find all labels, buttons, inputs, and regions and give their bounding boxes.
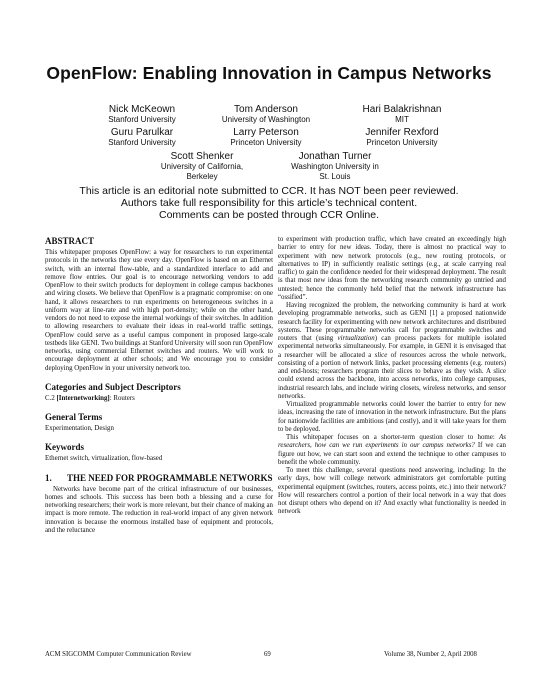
editorial-note <box>0 185 538 221</box>
section-1 <box>45 473 273 536</box>
emphasis: slice <box>374 351 388 359</box>
author-name: Guru Parulkar <box>110 127 174 138</box>
author-name: Tom Anderson <box>234 104 298 115</box>
keywords-heading: Keywords <box>45 442 84 453</box>
editorial-note-line: This article is an editorial note submitted to CCR. It has NOT been peer reviewed. <box>79 185 459 197</box>
text-run: If we can figure out how, we can start soon and extend the technique to other campuses to benefit the whole community. <box>278 442 506 466</box>
category-rest: : Routers <box>109 394 135 402</box>
author-affiliation: Princeton University <box>366 138 438 147</box>
categories-text <box>45 395 273 403</box>
body-paragraph: To meet this challenge, several questions need answering, including: In the early days, how will college network administrators get comfortable putting experimental equipment (switches, routers, access points, etc.) into their network? How will researchers control a portion of their local network in a way that does not disrupt others who depend on it? And exactly what functionality is needed in network <box>278 467 506 516</box>
author-block <box>127 152 277 182</box>
author-affiliation: Stanford University <box>108 115 176 124</box>
text-run: ) can process packets for multiple isolated experimental networks simultaneously. For example, in GENI it is envisaged that a researcher will be allocated a <box>278 335 506 359</box>
text-run: of resources across the whole network, consisting of a portion of network links, packet processing elements (e.g. routers) and end-hosts; researchers program their slices to behave as they wish. A slice could extend across the backbone, into access networks, into college campuses, industrial research labs, and include wiring closets, wireless networks, and sensor networks. <box>278 351 506 400</box>
footer-page-number: 69 <box>264 651 271 658</box>
body-paragraph: Virtualized programmable networks could lower the barrier to entry for new ideas, increasing the rate of innovation in the network infrastructure. But the plans for nationwide facilities are ambitious (and costly), and it will take years for them to be deployed. <box>278 401 506 433</box>
general-terms-text: Experimentation, Design <box>45 425 114 432</box>
body-paragraph <box>278 302 506 401</box>
author-block <box>327 105 477 125</box>
author-block <box>327 128 477 148</box>
categories-section <box>45 382 273 403</box>
general-terms-heading: General Terms <box>45 412 103 422</box>
abstract-section <box>45 236 273 373</box>
keywords-text: Ethernet switch, virtualization, flow-based <box>45 455 163 463</box>
abstract-text: This whitepaper proposes OpenFlow: a way for researchers to run experimental protocols in the networks they use every day. OpenFlow is based on an Ethernet switch, with an internal flow-table, and a standardized interface to add and remove flow entries. Our goal is to encourage networking vendors to add OpenFlow to their switch products for deployment in college campus backbones and wiring closets. We believe that OpenFlow is a pragmatic compromise: on one hand, it allows researchers to run experiments on heterogeneous switches in a uniform way at line-rate and with high port-density; while on the other hand, vendors do not need to expose the internal workings of their switches. In addition to allowing researchers to evaluate their ideas in real-world traffic settings, OpenFlow could serve as a useful campus component in proposed large-scale testbeds like GENI. Two buildings at Stanford University will soon run OpenFlow networks, using commercial Ethernet switches and routers. We will work to encourage deployment at other schools; and We encourage you to consider deploying OpenFlow in your university network too. <box>45 249 273 372</box>
right-column <box>278 236 506 517</box>
author-name: Larry Peterson <box>233 127 299 138</box>
editorial-note-line: Authors take full responsibility for this article’s technical content. <box>120 197 418 209</box>
section-1-heading <box>45 473 273 483</box>
emphasis: virtualization <box>337 335 375 342</box>
footer-journal: ACM SIGCOMM Computer Communication Review <box>45 651 192 658</box>
author-block <box>260 152 410 182</box>
category-bracket: [Internetworking] <box>56 394 110 402</box>
body-paragraph: to experiment with production traffic, which have created an exceedingly high barrier to entry for new ideas. Today, there is almost no practical way to experiment with new network protocols (e.g., new routing protocols, or alternatives to IP) in sufficiently realistic settings (e.g., at scale carrying real traffic) to gain the confidence needed for their widespread deployment. The result is that most new ideas from the networking research community go untried and untested; hence the commonly held belief that the network infrastructure has “ossified”. <box>278 236 506 301</box>
author-affiliation: Princeton University <box>230 138 302 147</box>
author-block <box>191 105 341 125</box>
author-affiliation: University of California, <box>160 162 244 171</box>
author-affiliation: Washington University in <box>291 162 379 171</box>
author-affiliation-line2: Berkeley <box>186 172 218 181</box>
footer-volume: Volume 38, Number 2, April 2008 <box>384 651 477 658</box>
author-affiliation: University of Washington <box>221 115 311 124</box>
author-name: Nick McKeown <box>108 104 176 115</box>
keywords-section <box>45 442 273 463</box>
author-name: Jonathan Turner <box>298 151 372 162</box>
author-affiliation: Stanford University <box>108 138 176 147</box>
author-block <box>191 128 341 148</box>
editorial-note-line: Comments can be posted through CCR Online. <box>158 209 380 221</box>
author-name: Jennifer Rexford <box>365 127 439 138</box>
text-run: Having recognized the problem, the networking community is hard at work developing programmable networks, such as GENI [1] a proposed nationwide research facility for experimenting with new network architectures and distributed systems. These programmable networks call for programmable switches and routers that (using <box>278 302 506 342</box>
author-name: Scott Shenker <box>170 151 234 162</box>
body-paragraph <box>278 434 506 467</box>
section-number: 1. <box>45 472 52 483</box>
left-column <box>45 236 273 535</box>
abstract-heading: ABSTRACT <box>45 236 95 246</box>
author-affiliation: MIT <box>395 115 409 124</box>
categories-heading: Categories and Subject Descriptors <box>45 381 181 392</box>
section-1-paragraph: Networks have become part of the critical infrastructure of our businesses, homes and schools. This success has been both a blessing and a curse for networking researchers; their work is more relevant, but their chance of making an impact is more remote. The reduction in real-world impact of any given network innovation is because the enormous installed base of equipment and protocols, and the reluctance <box>45 485 273 534</box>
text-run: This whitepaper focuses on a shorter-term question closer to home: <box>286 434 500 441</box>
emphasis: As researchers, how can we run experiments in our campus networks? <box>278 434 506 450</box>
author-affiliation-line2: St. Louis <box>319 172 351 181</box>
category-code: C.2 <box>45 394 55 402</box>
general-terms-section <box>45 412 273 433</box>
section-title: THE NEED FOR PROGRAMMABLE NETWORKS <box>67 472 273 483</box>
paper-title: OpenFlow: Enabling Innovation in Campus Networks <box>46 63 492 83</box>
author-name: Hari Balakrishnan <box>362 104 442 115</box>
